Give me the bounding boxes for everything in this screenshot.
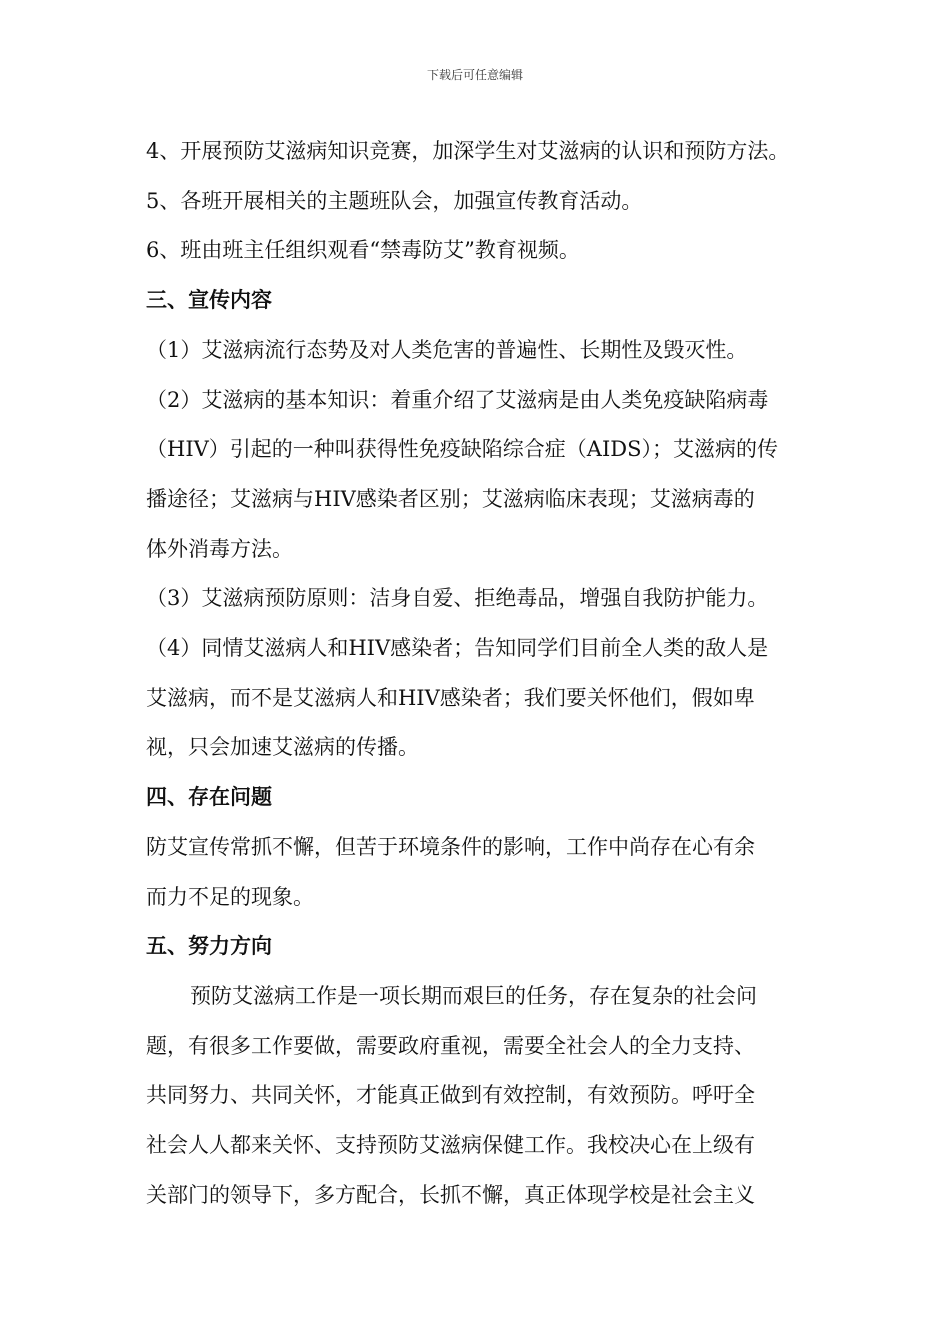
problems-line-1: 防艾宣传常抓不懈，但苦于环境条件的影响，工作中尚存在心有余 <box>146 835 755 859</box>
content-item-4-line-2: 艾滋病，而不是艾滋病人和HIV感染者；我们要关怀他们，假如卑 <box>146 686 755 710</box>
list-item-5: 5、各班开展相关的主题班队会，加强宣传教育活动。 <box>146 189 643 213</box>
section-heading-problems: 四、存在问题 <box>146 785 272 809</box>
list-item-4: 4、开展预防艾滋病知识竞赛，加深学生对艾滋病的认识和预防方法。 <box>146 139 790 163</box>
content-item-4-line-1: （4）同情艾滋病人和HIV感染者；告知同学们目前全人类的敌人是 <box>146 636 769 660</box>
content-item-2-line-2: （HIV）引起的一种叫获得性免疫缺陷综合症（AIDS）；艾滋病的传 <box>146 437 778 461</box>
section-heading-content: 三、宣传内容 <box>146 288 272 312</box>
content-item-3: （3）艾滋病预防原则：洁身自爱、拒绝毒品，增强自我防护能力。 <box>146 586 769 610</box>
content-item-2-line-4: 体外消毒方法。 <box>146 537 293 561</box>
content-item-1: （1）艾滋病流行态势及对人类危害的普遍性、长期性及毁灭性。 <box>146 338 748 362</box>
content-item-4-line-3: 视，只会加速艾滋病的传播。 <box>146 735 419 759</box>
direction-line-2: 题，有很多工作要做，需要政府重视，需要全社会人的全力支持、 <box>146 1034 755 1058</box>
section-heading-direction: 五、努力方向 <box>146 934 272 958</box>
direction-line-5: 关部门的领导下，多方配合，长抓不懈，真正体现学校是社会主义 <box>146 1183 755 1207</box>
content-item-2-line-3: 播途径；艾滋病与HIV感染者区别；艾滋病临床表现；艾滋病毒的 <box>146 487 755 511</box>
problems-line-2: 而力不足的现象。 <box>146 885 314 909</box>
direction-line-4: 社会人人都来关怀、支持预防艾滋病保健工作。我校决心在上级有 <box>146 1133 755 1157</box>
content-item-2-line-1: （2）艾滋病的基本知识：着重介绍了艾滋病是由人类免疫缺陷病毒 <box>146 388 769 412</box>
direction-line-1: 预防艾滋病工作是一项长期而艰巨的任务，存在复杂的社会问 <box>190 984 757 1008</box>
direction-line-3: 共同努力、共同关怀，才能真正做到有效控制，有效预防。呼吁全 <box>146 1083 755 1107</box>
page-header: 下载后可任意编辑 <box>426 68 523 82</box>
list-item-6: 6、班由班主任组织观看“禁毒防艾”教育视频。 <box>146 238 580 262</box>
